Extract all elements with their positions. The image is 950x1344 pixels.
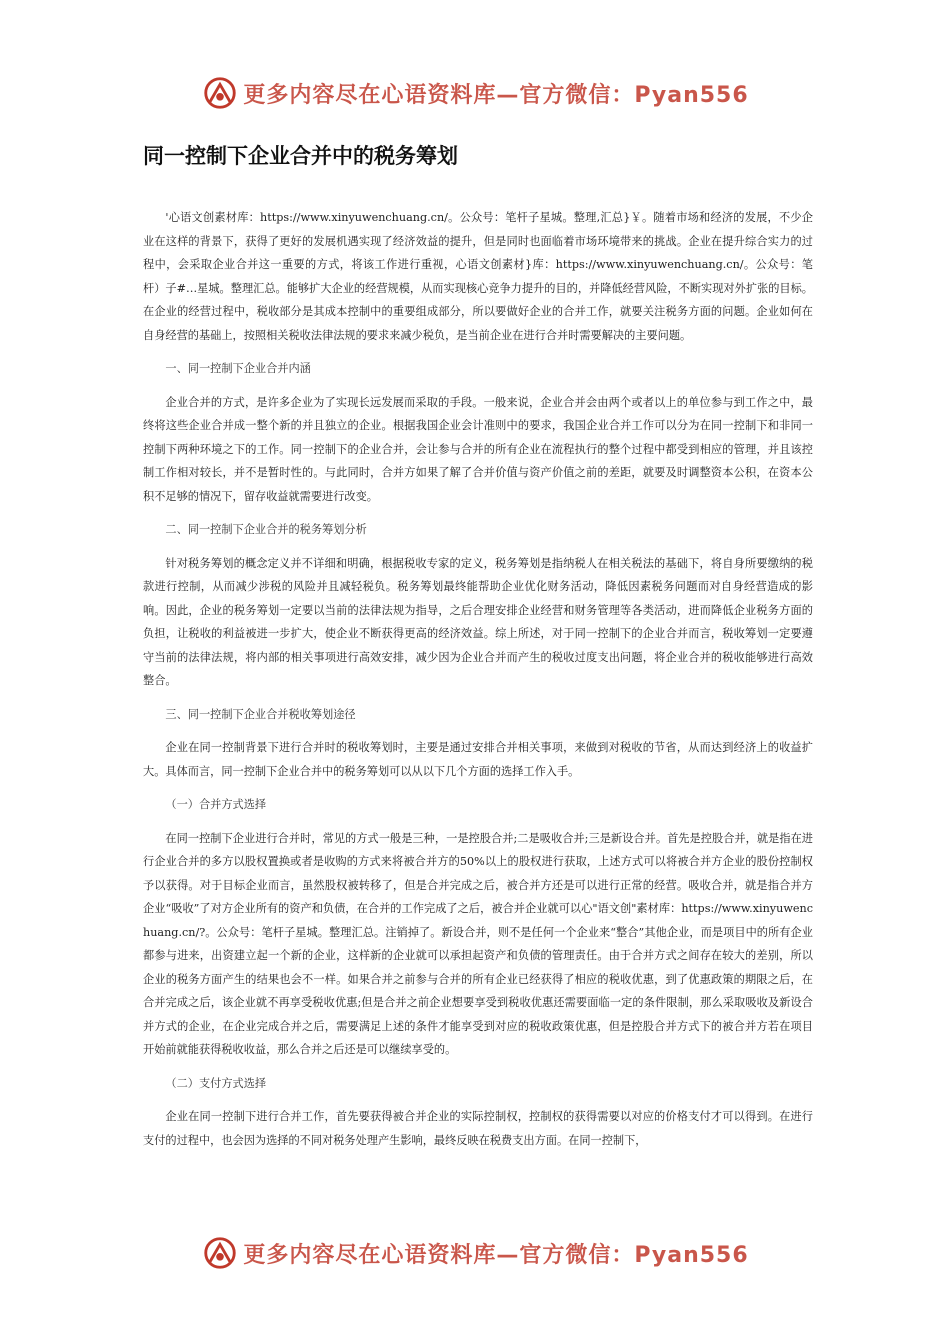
section-heading: （二）支付方式选择	[165, 1076, 267, 1090]
paragraph: 在同一控制下企业进行合并时，常见的方式一般是三种，一是控股合并;二是吸收合并;三是新设合并。首先是控股合并，就是指在进行企业合并的多方以股权置换或者是收购的方式来将被合并方的50%以上的股权进行获取，上述方式可以将被合并方企业的股份控制权予以获得。对于目标企业而言，虽然股权被转移了，但是合并完成之后，被合并方还是可以进行正常的经营。吸收合并，就是指合并方企业“吸收”了对方企业所有的资产和负债，在合并的工作完成了之后，被合并企业就可以心"语文创"素材库：https://www.xinyuwenchuang.cn/?。公众号：笔杆子星城。整理汇总。注销掉了。新设合并，则不是任何一个企业来“整合”其他企业，而是项目中的所有企业都参与进来，出资建立起一个新的企业，这样新的企业就可以承担起资产和负债的管理责任。由于合并方式之间存在较大的差别，所以企业的税务方面产生的结果也会不一样。如果合并之前参与合并的所有企业已经获得了相应的税收优惠，到了优惠政策的期限之后，在合并完成之后，该企业就不再享受税收优惠;但是合并之前企业想要享受到税收优惠还需要面临一定的条件限制，那么采取吸收及新设合并方式的企业，在企业完成合并之后，需要满足上述的条件才能享受到对应的税收政策优惠，但是控股合并方式下的被合并方若在项目开始前就能获得税收收益，那么合并之后还是可以继续享受的。	[143, 831, 813, 1056]
document-title: 同一控制下企业合并中的税务筹划	[143, 144, 458, 168]
section-heading: （一）合并方式选择	[165, 798, 267, 811]
section-heading: 一、同一控制下企业合并内涵	[165, 362, 311, 375]
banner-text: 更多内容尽在心语资料库—官方微信：Pyan556	[243, 82, 749, 108]
paragraph: '心语文创素材库：https://www.xinyuwenchuang.cn/。公众号：笔杆子星城。整理,汇总}￥。随着市场和经济的发展，不少企业在这样的背景下，获得了更好的发展机遇实现了经济效益的提升，但是同时也面临着市场环境带来的挑战。企业在提升综合实力的过程中，会采取企业合并这一重要的方式，将该工作进行重视，心语文创素材}库：https://www.xinyuwenchuang.cn/。公众号：笔杆）子#…星城。整理汇总。能够扩大企业的经营规模，从而实现核心竞争力提升的目的，并降低经营风险，不断实现对外扩张的目标。在企业的经营过程中，税收部分是其成本控制中的重要组成部分，所以要做好企业的合并工作，就要关注税务方面的问题。企业如何在自身经营的基础上，按照相关税收法律法规的要求来减少税负，是当前企业在进行合并时需要解决的主要问题。	[143, 211, 813, 342]
logo-icon	[201, 74, 239, 112]
footer-banner	[0, 1230, 950, 1276]
paragraph: 企业在同一控制下进行合并工作，首先要获得被合并企业的实际控制权，控制权的获得需要以对应的价格支付才可以得到。在进行支付的过程中，也会因为选择的不同对税务处理产生影响，最终反映在税费支出方面。在同一控制下，	[143, 1110, 813, 1147]
banner-text: 更多内容尽在心语资料库—官方微信：Pyan556	[243, 1242, 749, 1268]
section-heading: 三、同一控制下企业合并税收筹划途径	[165, 707, 356, 721]
paragraph: 企业合并的方式，是许多企业为了实现长远发展而采取的手段。一般来说，企业合并会由两个或者以上的单位参与到工作之中，最终将这些企业合并成一整个新的并且独立的企业。根据我国企业会计准则中的要求，我国企业合并工作可以分为在同一控制下和非同一控制下两种环境之下的工作。同一控制下的企业合并，会让参与合并的所有企业在流程执行的整个过程中都受到相应的管理，并且该控制工作相对较长，并不是暂时性的。与此同时，合并方如果了解了合并价值与资产价值之前的差距，就要及时调整资本公积，在资本公积不足够的情况下，留存收益就需要进行改变。	[143, 395, 813, 503]
document-body	[143, 206, 813, 1162]
paragraph: 针对税务筹划的概念定义并不详细和明确，根据税收专家的定义，税务筹划是指纳税人在相关税法的基础下，将自身所要缴纳的税款进行控制，从而减少涉税的风险并且减轻税负。税务筹划最终能帮助企业优化财务活动，降低因素税务问题而对自身经营造成的影响。因此，企业的税务筹划一定要以当前的法律法规为指导，之后合理安排企业经营和财务管理等各类活动，进而降低企业税务方面的负担，让税收的利益被进一步扩大，使企业不断获得更高的经济效益。综上所述，对于同一控制下的企业合并而言，税收筹划一定要遵守当前的法律法规，将内部的相关事项进行高效安排，减少因为企业合并而产生的税收过度支出问题，将企业合并的税收能够进行高效整合。	[143, 556, 813, 687]
paragraph: 企业在同一控制背景下进行合并时的税收筹划时，主要是通过安排合并相关事项，来做到对税收的节省，从而达到经济上的收益扩大。具体而言，同一控制下企业合并中的税务筹划可以从以下几个方面的选择工作入手。	[143, 741, 813, 778]
header-banner	[0, 70, 950, 116]
logo-icon	[201, 1234, 239, 1272]
section-heading: 二、同一控制下企业合并的税务筹划分析	[165, 523, 367, 536]
